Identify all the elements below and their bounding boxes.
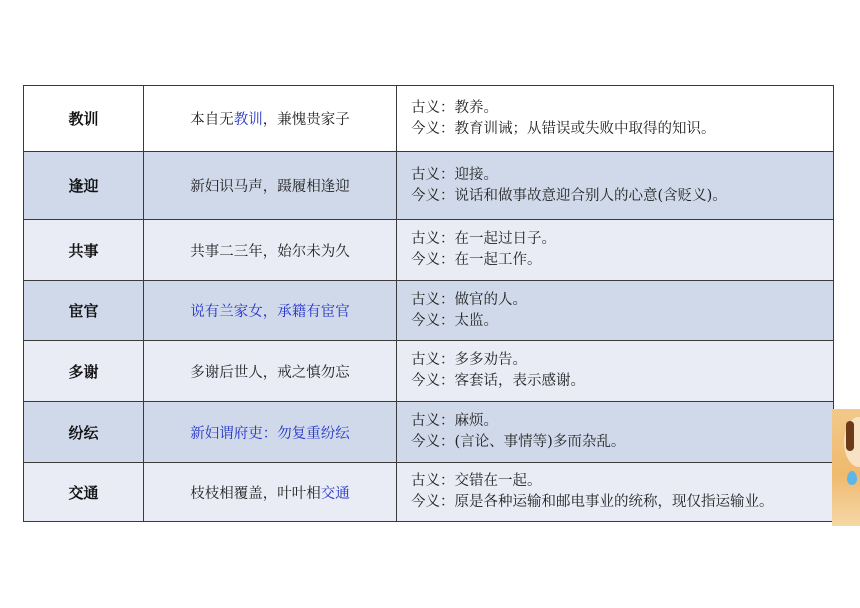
example-cell [144, 220, 397, 281]
word-cell: 交通 [24, 463, 144, 522]
word-cell: 逢迎 [24, 152, 144, 220]
meaning-cell [397, 463, 834, 522]
example-text: 多谢后世人，戒之慎勿忘 [190, 364, 350, 381]
example-text: ，兼愧贵家子 [262, 112, 350, 128]
meaning-cell [397, 220, 834, 281]
ancient-meaning: 古义：在一起过日子。 [411, 231, 556, 247]
example-cell [144, 341, 397, 402]
meaning-cell [397, 281, 834, 341]
meaning-cell [397, 402, 834, 463]
example-text: 新妇识马声，蹑履相逢迎 [190, 179, 350, 195]
table-row [24, 281, 834, 341]
table-row [24, 402, 834, 463]
water-drop-icon [847, 471, 857, 485]
example-highlight: 教训 [233, 112, 263, 128]
example-text: 本自无 [190, 112, 234, 128]
cartoon-decoration-image [832, 409, 860, 526]
modern-meaning: 今义：客套话，表示感谢。 [411, 373, 585, 389]
modern-meaning: 今义：教育训诫；从错误或失败中取得的知识。 [411, 120, 716, 137]
word-cell: 宦官 [24, 281, 144, 341]
example-cell [144, 281, 397, 341]
example-text: 枝枝相覆盖，叶叶相 [190, 485, 321, 502]
table-row [24, 463, 834, 522]
meaning-cell [397, 341, 834, 402]
word-cell: 共事 [24, 220, 144, 281]
word-cell: 教训 [24, 86, 144, 152]
meaning-cell [397, 152, 834, 220]
modern-meaning: 今义：原是各种运输和邮电事业的统称，现仅指运输业。 [411, 494, 774, 510]
ancient-meaning: 古义：麻烦。 [411, 413, 498, 429]
word-cell: 纷纭 [24, 402, 144, 463]
meaning-cell [397, 86, 834, 152]
ancient-meaning: 古义：多多劝告。 [411, 352, 527, 368]
modern-meaning: 今义：在一起工作。 [411, 252, 542, 268]
ancient-meaning: 古义：交错在一起。 [411, 473, 542, 489]
example-cell [144, 152, 397, 220]
cartoon-hair-shape [846, 421, 854, 451]
modern-meaning: 今义：说话和做事故意迎合别人的心意(含贬义)。 [411, 187, 727, 204]
ancient-meaning: 古义：做官的人。 [411, 291, 527, 308]
example-cell [144, 402, 397, 463]
ancient-meaning: 古义：迎接。 [411, 166, 498, 183]
word-cell: 多谢 [24, 341, 144, 402]
ancient-meaning: 古义：教养。 [411, 99, 498, 116]
table-row [24, 341, 834, 402]
example-cell [144, 463, 397, 522]
example-text: 共事二三年，始尔未为久 [190, 243, 350, 260]
example-highlight: 新妇谓府吏：勿复重纷纭 [190, 425, 350, 442]
example-highlight: 交通 [320, 485, 350, 502]
table-row [24, 220, 834, 281]
modern-meaning: 今义：(言论、事情等)多而杂乱。 [411, 434, 626, 450]
vocab-table [23, 85, 834, 522]
example-cell [144, 86, 397, 152]
table-row [24, 86, 834, 152]
modern-meaning: 今义：太监。 [411, 312, 498, 329]
example-highlight: 说有兰家女，承籍有宦官 [190, 304, 350, 320]
table-row [24, 152, 834, 220]
